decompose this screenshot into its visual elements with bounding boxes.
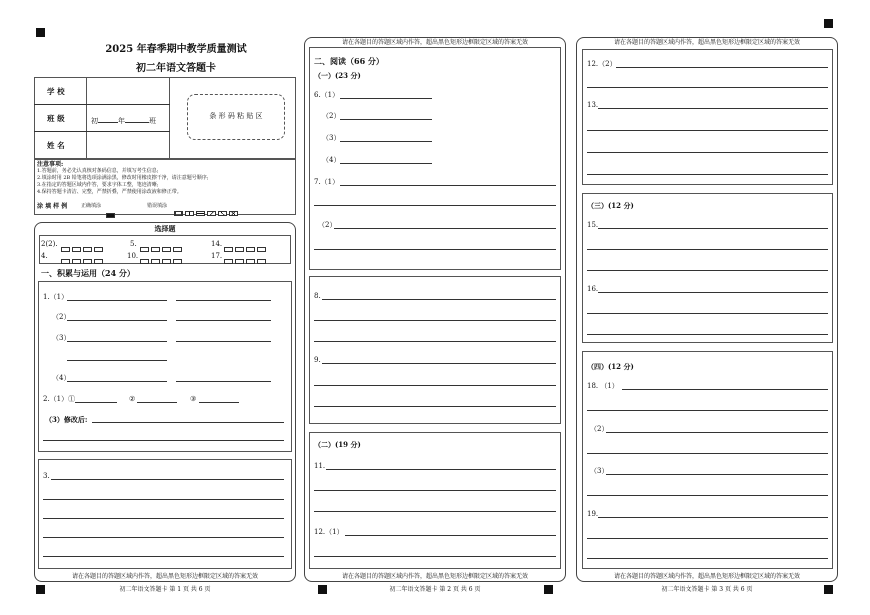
- choice-question: 4.: [41, 252, 48, 260]
- answer-line[interactable]: [43, 518, 284, 519]
- answer-area-reading-3: [582, 193, 833, 343]
- question-label: 1.（1）: [43, 293, 69, 301]
- section2-title: 二、阅读（66 分）: [314, 56, 384, 66]
- answer-line[interactable]: [587, 538, 828, 539]
- answer-area-reading-2: [309, 432, 561, 569]
- notice-item: 4.保持答题卡清洁、完整，严禁折叠，严禁使用涂改液和修正带。: [37, 189, 182, 195]
- question-label: 19.: [587, 510, 599, 518]
- answer-line[interactable]: [43, 556, 284, 557]
- answer-line[interactable]: [51, 479, 284, 480]
- answer-line[interactable]: [176, 320, 271, 321]
- question-label: （4）: [52, 374, 71, 382]
- answer-line[interactable]: [199, 402, 239, 403]
- question-label: 16.: [587, 285, 599, 293]
- answer-line[interactable]: [587, 130, 828, 131]
- answer-line[interactable]: [587, 334, 828, 335]
- answer-line[interactable]: [176, 300, 271, 301]
- name-label: 姓 名: [47, 141, 65, 150]
- answer-line[interactable]: [587, 87, 828, 88]
- answer-line[interactable]: [314, 556, 556, 557]
- question-label: 3.: [43, 472, 50, 480]
- name-field[interactable]: [88, 132, 169, 158]
- registration-mark: [36, 28, 45, 37]
- answer-line[interactable]: [67, 341, 167, 342]
- answer-line[interactable]: [43, 499, 284, 500]
- answer-line[interactable]: [340, 185, 556, 186]
- class-label: 班 级: [47, 114, 65, 123]
- answer-line[interactable]: [176, 381, 271, 382]
- answer-line[interactable]: [326, 469, 556, 470]
- choice-question: 2(2).: [41, 240, 58, 248]
- question-label: 9.: [314, 356, 321, 364]
- question-label: （4）: [322, 156, 341, 164]
- choice-question: 14.: [211, 240, 223, 248]
- answer-line[interactable]: [67, 300, 167, 301]
- question-label: ②: [129, 395, 136, 403]
- answer-line[interactable]: [587, 495, 828, 496]
- exam-subtitle: 初二年语文答题卡: [136, 63, 216, 74]
- question-label: （2）: [52, 313, 71, 321]
- answer-line[interactable]: [587, 453, 828, 454]
- answer-line[interactable]: [616, 67, 828, 68]
- answer-line[interactable]: [587, 558, 828, 559]
- answer-line[interactable]: [345, 535, 556, 536]
- footer-note: 请在各题目的答题区域内作答，超出黑色矩形边框限定区域的答案无效: [71, 573, 258, 580]
- answer-line[interactable]: [606, 474, 828, 475]
- question-label: 12.（2）: [587, 60, 617, 68]
- answer-line[interactable]: [75, 402, 117, 403]
- question-label: （2）: [318, 221, 337, 229]
- barcode-label: 条 形 码 粘 贴 区: [209, 112, 263, 120]
- subsection-title: （二）(19 分): [314, 440, 361, 449]
- answer-line[interactable]: [587, 410, 828, 411]
- footer-note: 请在各题目的答题区域内作答，超出黑色矩形边框限定区域的答案无效: [613, 573, 800, 580]
- answer-line[interactable]: [314, 341, 556, 342]
- answer-area-q12-q13: [582, 49, 833, 185]
- question-label: （3）: [322, 134, 341, 142]
- answer-line[interactable]: [137, 402, 177, 403]
- answer-line[interactable]: [314, 385, 556, 386]
- class-field[interactable]: [91, 117, 169, 126]
- answer-line[interactable]: [587, 249, 828, 250]
- answer-line[interactable]: [340, 98, 432, 99]
- header-note: 请在各题目的答题区域内作答，超出黑色矩形边框限定区域的答案无效: [613, 39, 800, 46]
- answer-line[interactable]: [598, 228, 828, 229]
- notice-item: 2.填涂时用 2B 铅笔将选项涂满涂黑，修改时用橡皮擦干净，请注意题号顺序;: [37, 175, 209, 181]
- question-label: 11.: [314, 462, 326, 470]
- question-label: 2.（1）①: [43, 395, 76, 403]
- answer-line[interactable]: [314, 320, 556, 321]
- answer-line[interactable]: [340, 119, 432, 120]
- answer-line[interactable]: [334, 228, 556, 229]
- page-label: 初二年语文答题卡 第 2 页 共 6 页: [389, 586, 481, 593]
- header-note: 请在各题目的答题区域内作答，超出黑色矩形边框限定区域的答案无效: [341, 39, 528, 46]
- answer-line[interactable]: [67, 360, 167, 361]
- answer-line[interactable]: [598, 292, 828, 293]
- answer-line[interactable]: [587, 174, 828, 175]
- answer-area-q1-q2: [38, 281, 292, 452]
- question-label: 8.: [314, 292, 321, 300]
- answer-area-reading-4: [582, 351, 833, 569]
- answer-area-q3: [38, 459, 292, 569]
- exam-title: 2025 年春季期中教学质量测试: [105, 44, 247, 55]
- class-mid: 年: [118, 117, 125, 125]
- question-label: ③: [190, 395, 197, 403]
- answer-line[interactable]: [587, 152, 828, 153]
- question-label: （2）: [590, 425, 609, 433]
- registration-mark: [824, 19, 833, 28]
- answer-line[interactable]: [314, 249, 556, 250]
- page-label: 初二年语文答题卡 第 1 页 共 6 页: [119, 586, 211, 593]
- answer-line[interactable]: [314, 205, 556, 206]
- footer-note: 请在各题目的答题区域内作答，超出黑色矩形边框限定区域的答案无效: [341, 573, 528, 580]
- notice-item: 3.在指定的答题区域内作答，要求字体工整，笔迹清晰;: [37, 182, 159, 188]
- question-label: 15.: [587, 221, 599, 229]
- question-label: （3）: [52, 334, 71, 342]
- question-label: 13.: [587, 101, 599, 109]
- answer-line[interactable]: [587, 270, 828, 271]
- answer-line[interactable]: [606, 432, 828, 433]
- answer-line[interactable]: [340, 163, 432, 164]
- answer-line[interactable]: [314, 406, 556, 407]
- question-label: （2）: [322, 112, 341, 120]
- answer-line[interactable]: [587, 313, 828, 314]
- answer-line[interactable]: [92, 422, 284, 423]
- fill-example-label: 涂 填 样 例: [37, 203, 68, 210]
- class-suffix: 班: [149, 117, 156, 125]
- question-label: 6.（1）: [314, 91, 340, 99]
- notice-item: 1.答题前，务必先认真核对条码信息，并填写考生信息;: [37, 168, 159, 174]
- answer-line[interactable]: [176, 341, 271, 342]
- question-label: （3）修改后:: [45, 415, 88, 424]
- answer-line[interactable]: [67, 320, 167, 321]
- answer-line[interactable]: [322, 299, 556, 300]
- choice-question: 10.: [127, 252, 139, 260]
- question-label: 7.（1）: [314, 178, 340, 186]
- answer-line[interactable]: [43, 440, 284, 441]
- answer-line[interactable]: [314, 511, 556, 512]
- wrong-fill-label: 错误填涂: [147, 203, 168, 209]
- choice-options[interactable]: [224, 252, 268, 271]
- answer-line[interactable]: [322, 363, 556, 364]
- subsection-title: （一）(23 分): [314, 71, 361, 80]
- page-label: 初二年语文答题卡 第 3 页 共 6 页: [661, 586, 753, 593]
- subsection-title: （四）(12 分): [587, 362, 634, 371]
- school-field[interactable]: [88, 78, 169, 104]
- question-label: （3）: [590, 467, 609, 475]
- choice-title: 选择题: [154, 224, 176, 233]
- school-label: 学 校: [47, 87, 65, 96]
- answer-line[interactable]: [598, 108, 828, 109]
- choice-options[interactable]: [140, 252, 184, 271]
- answer-area-reading-1: [309, 47, 561, 270]
- notice-title: 注意事项:: [37, 161, 64, 168]
- answer-line[interactable]: [67, 381, 167, 382]
- answer-line[interactable]: [340, 141, 432, 142]
- section1-title: 一、积累与运用（24 分）: [41, 268, 135, 278]
- answer-line[interactable]: [314, 490, 556, 491]
- correct-fill-example: [106, 213, 115, 218]
- correct-fill-label: 正确填涂: [81, 203, 102, 209]
- question-label: 12.（1）: [314, 528, 344, 536]
- answer-line[interactable]: [598, 517, 828, 518]
- subsection-title: （三）(12 分): [587, 201, 634, 210]
- answer-line[interactable]: [622, 389, 828, 390]
- question-label: 18. （1）: [587, 382, 619, 390]
- choice-question: 17.: [211, 252, 223, 260]
- answer-line[interactable]: [43, 537, 284, 538]
- class-prefix: 初: [91, 117, 98, 125]
- wrong-fill-examples: [174, 204, 240, 223]
- choice-question: 5.: [130, 240, 137, 248]
